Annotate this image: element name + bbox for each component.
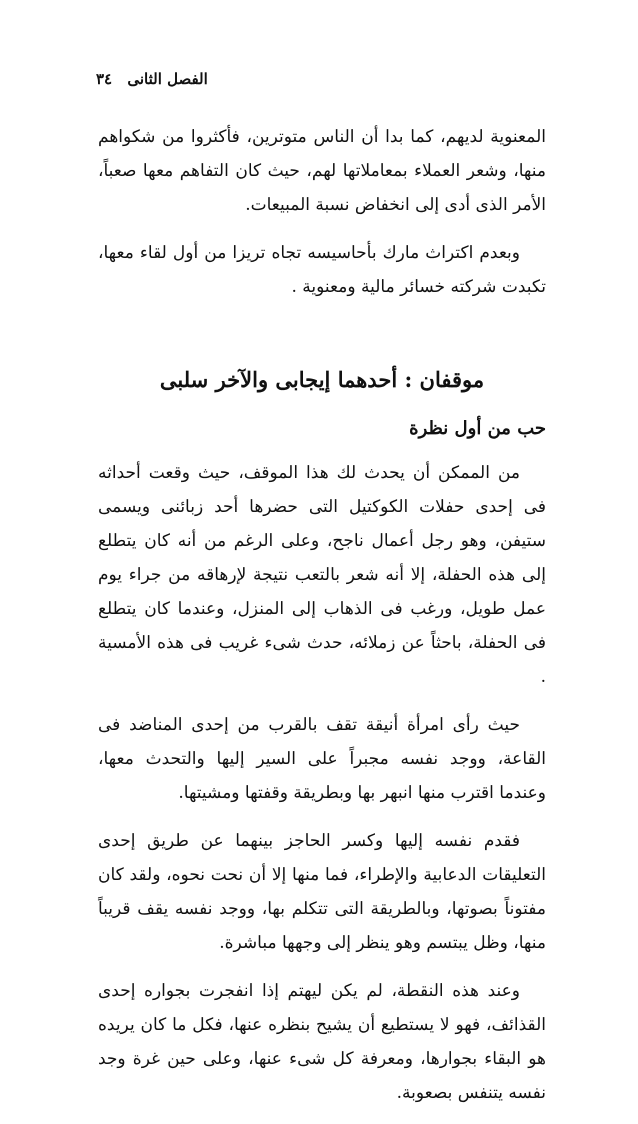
paragraph: من الممكن أن يحدث لك هذا الموقف، حيث وقعت أحداثه فى إحدى حفلات الكوكتيل التى حضرها أحد زبائنى ويسمى ستيفن، وهو رجل أعمال ناجح، وعلى الرغم من أنه كان يتطلع إلى هذه الحفلة، إلا أنه شعر بالتعب نتيجة لإرهاقه من جراء يوم عمل طويل، ورغب فى الذهاب إلى المنزل، وعندما كان يتطلع فى الحفلة، باحثاً عن زملائه، حدث شىء غريب فى هذه الأمسية . [98, 463, 546, 687]
page-number: ٣٤ [96, 70, 113, 88]
paragraph: حيث رأى امرأة أنيقة تقف بالقرب من إحدى المناضد فى القاعة، ووجد نفسه مجبراً على السير إليها والتحدث معها، وعندما اقترب منها انبهر بها وبطريقة وقفتها ومشيتها. [98, 715, 546, 803]
subheading: حب من أول نظرة [409, 418, 546, 439]
page-body [98, 120, 546, 1124]
paragraph: فقدم نفسه إليها وكسر الحاجز بينهما عن طريق إحدى التعليقات الدعابية والإطراء، فما منها إلا أن نحت نحوه، ولقد كان مفتوناً بصوتها، وبالطريقة التى تتكلم بها، ووجد نفسه يقف قريباً منها، وظل يبتسم وهو ينظر إلى وجهها مباشرة. [98, 831, 546, 953]
paragraph: المعنوية لديهم، كما بدا أن الناس متوترين، فأكثروا من شكواهم منها، وشعر العملاء بمعاملاتها لهم، حيث كان التفاهم معها صعباً، الأمر الذى أدى إلى انخفاض نسبة المبيعات. [98, 127, 546, 215]
paragraph: وعند هذه النقطة، لم يكن ليهتم إذا انفجرت بجواره إحدى القذائف، فهو لا يستطيع أن يشيح بنظره عنها، فكل ما كان يريده هو البقاء بجوارها، ومعرفة كل شىء عنها، وعلى حين غرة وجد نفسه يتنفس بصعوبة. [98, 981, 546, 1103]
section-heading: موقفان : أحدهما إيجابى والآخر سلبى [159, 367, 485, 392]
paragraph: وبعدم اكتراث مارك بأحاسيسه تجاه تريزا من أول لقاء معها، تكبدت شركته خسائر مالية ومعنوية . [98, 243, 546, 297]
chapter-title: الفصل الثانى [127, 70, 208, 88]
running-header [96, 70, 296, 88]
